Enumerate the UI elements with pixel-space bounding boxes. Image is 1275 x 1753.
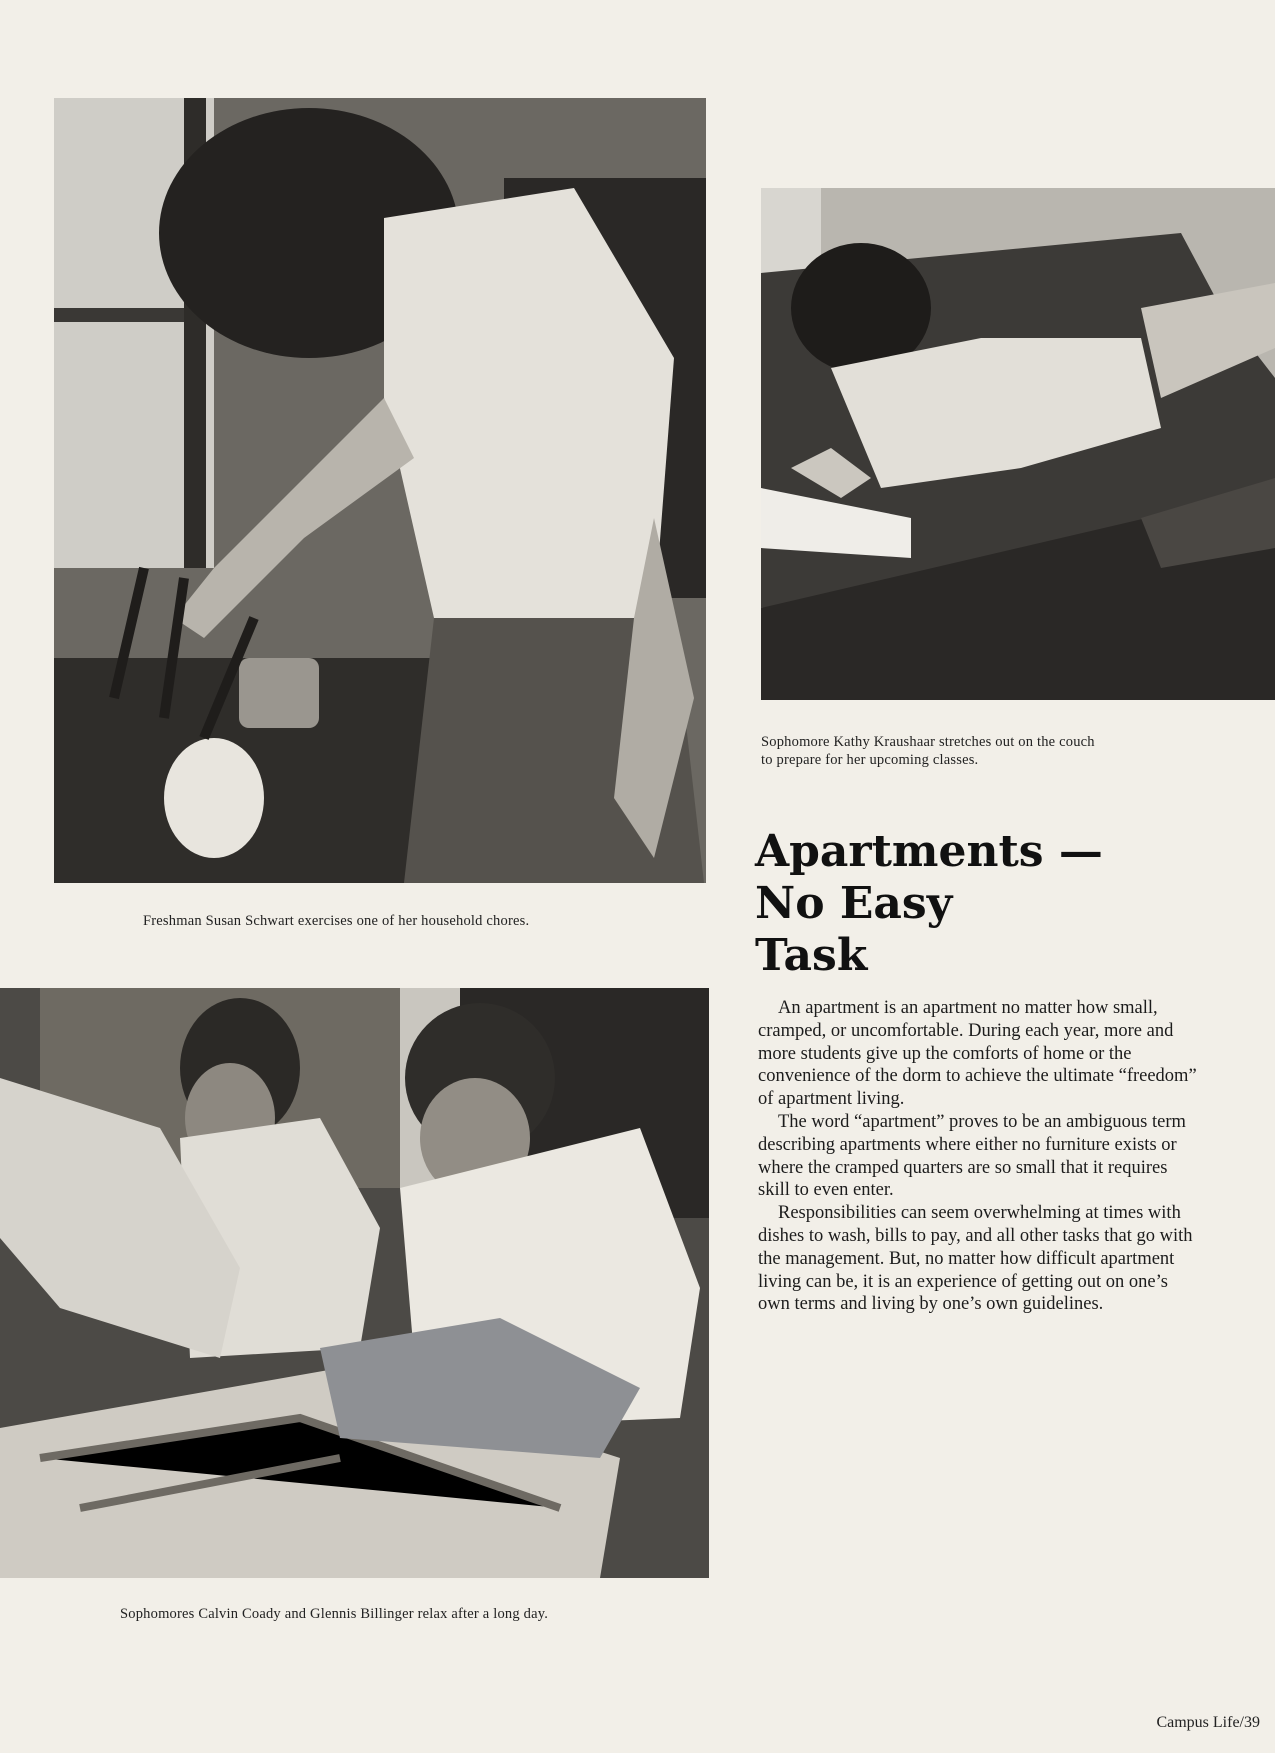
caption-woman-reading-line2: to prepare for her upcoming classes. bbox=[761, 752, 979, 768]
photo-men-reading-newspaper bbox=[0, 988, 709, 1578]
article-body bbox=[758, 997, 1198, 1316]
headline-line-1: Apartments — bbox=[755, 826, 1103, 877]
article-paragraph-2: The word “apartment” proves to be an ambiguous term describing apartments where either no furniture exists or where the cramped quarters are so small that it requires skill to even enter. bbox=[758, 1111, 1186, 1201]
caption-woman-reading-line1: Sophomore Kathy Kraushaar stretches out on the couch bbox=[761, 734, 1095, 750]
caption-woman-reading bbox=[761, 733, 1191, 769]
caption-woman-watering-plants: Freshman Susan Schwart exercises one of her household chores. bbox=[143, 913, 530, 929]
article-paragraph-3: Responsibilities can seem overwhelming at times with dishes to wash, bills to pay, and all other tasks that go with the management. But, no matter how difficult apartment living can be, it is an experience of getting out on one’s own terms and living by one’s own guidelines. bbox=[758, 1203, 1193, 1315]
article-paragraph-1: An apartment is an apartment no matter how small, cramped, or uncomfortable. During each year, more and more students give up the comforts of home or the convenience of the dorm to achieve the ultimate “freedom” of apartment living. bbox=[758, 998, 1197, 1110]
page-folio: Campus Life/39 bbox=[1156, 1714, 1260, 1731]
photo-woman-reading-on-couch bbox=[761, 188, 1275, 700]
article-headline bbox=[755, 826, 1175, 982]
caption-men-reading: Sophomores Calvin Coady and Glennis Billinger relax after a long day. bbox=[120, 1606, 549, 1622]
headline-line-3: Task bbox=[755, 930, 868, 981]
photo-woman-watering-plants bbox=[54, 98, 706, 883]
headline-line-2: No Easy bbox=[755, 878, 953, 929]
